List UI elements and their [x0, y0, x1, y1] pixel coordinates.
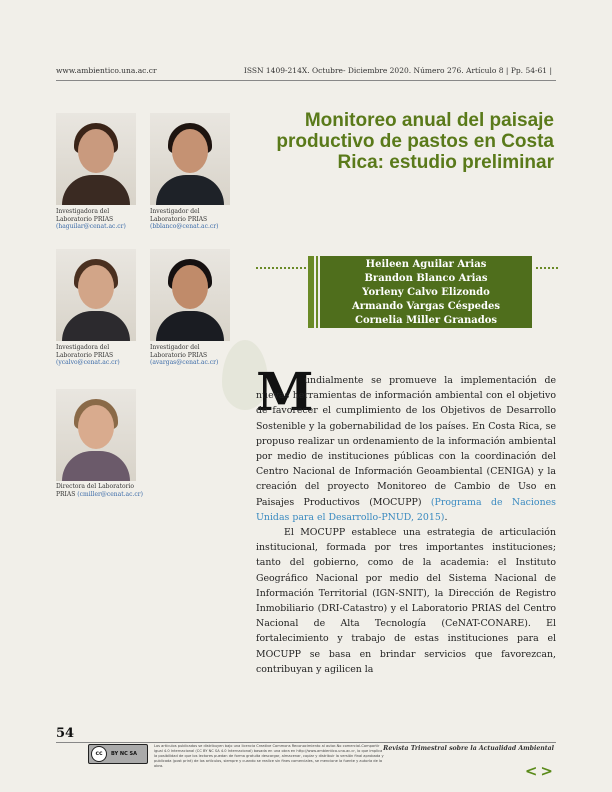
- journal-tagline: Revista Trimestral sobre la Actualidad Ambiental: [383, 745, 554, 752]
- authors-dotted-rule-right: [536, 267, 558, 269]
- footer-divider: [56, 742, 556, 743]
- authors-accent-bar-thin: [316, 256, 318, 328]
- caption-role: Directora del Laboratorio: [56, 483, 134, 490]
- prev-page-icon[interactable]: <: [524, 762, 541, 780]
- author-name: Armando Vargas Céspedes: [352, 301, 500, 312]
- caption-role: Investigador del: [150, 344, 200, 351]
- caption-email[interactable]: (avargas@cenat.ac.cr): [150, 359, 219, 366]
- page-number: 54: [56, 726, 75, 741]
- header-issue: ISSN 1409-214X. Octubre- Diciembre 2020. Número 276. Artículo 8 | Pp. 54-61 |: [243, 66, 552, 75]
- author-photo-blanco: [150, 113, 230, 205]
- caption-lab: PRIAS: [56, 490, 76, 498]
- caption-email[interactable]: (ycalvo@cenat.ac.cr): [56, 359, 120, 366]
- drop-cap: M: [256, 362, 314, 423]
- article-body: [256, 373, 556, 677]
- author-name: Brandon Blanco Arias: [364, 273, 488, 284]
- article-title: Monitoreo anual del paisaje productivo de pastos en Costa Rica: estudio preliminar: [276, 110, 554, 173]
- caption-lab: Laboratorio PRIAS: [56, 351, 114, 359]
- cc-icon: cc: [91, 746, 107, 762]
- author-name: Heileen Aguilar Arias: [365, 259, 487, 270]
- header-divider: [56, 80, 556, 81]
- caption-lab: Laboratorio PRIAS: [56, 215, 114, 223]
- author-name: Cornelia Miller Granados: [355, 315, 497, 326]
- author-name: Yorleny Calvo Elizondo: [362, 287, 490, 298]
- caption-lab: Laboratorio PRIAS: [150, 351, 208, 359]
- caption-role: Investigadora del: [56, 208, 110, 215]
- citation-link[interactable]: (Programa de Naciones Unidas para el Desarrollo-PNUD, 2015): [256, 496, 556, 523]
- authors-box: [320, 256, 532, 328]
- license-text: Los artículos publicados se distribuyen bajo una licencia Creative Commons Reconocimiento al autor-No comercial-Compartir igual 4.0 Internacional (CC BY NC SA 4.0 Internacional) basada en una obra en http://www.ambientico.una.ac.cr, lo que implica la posibilidad de que los lectores puedan de forma gratuita descargar, almacenar, copiar y distribuir la versión final aprobada y publicada (post print) de los artículos, siempre y cuando se realice sin fines comerciales, se mencione la fuente y autoría de la obra.: [154, 744, 384, 768]
- paragraph-1-text: undialmente se promueve la implementación de nuevas herramientas de información ambiental con el objetivo de favorecer el cumplimiento de los Objetivos de Desarrollo Sostenible y la gobernabilidad de los países. En Costa Rica, se propuso realizar un ordenamiento de la información ambiental por medio de instituciones públicas con la coordinación del Centro Nacional de Información Geoambiental (CENIGA) y la creación del proyecto Monitoreo de Cambio de Uso en Paisajes Productivos (MOCUPP): [256, 375, 556, 508]
- paragraph-1: [256, 373, 556, 525]
- photo-caption-2: [150, 208, 240, 231]
- license-terms-icons: BY NC SA: [111, 751, 137, 757]
- authors-dotted-rule-left: [256, 267, 306, 269]
- caption-email[interactable]: (cmiller@cenat.ac.cr): [77, 490, 143, 498]
- caption-lab-line: [56, 491, 166, 499]
- author-photo-vargas: [150, 249, 230, 341]
- caption-role: Investigadora del: [56, 344, 110, 351]
- photo-caption-3: [56, 344, 146, 367]
- photo-caption-5: [56, 483, 166, 498]
- page-navigation: [525, 762, 556, 780]
- author-photo-aguilar: [56, 113, 136, 205]
- paragraph-2: El MOCUPP establece una estrategia de articulación institucional, formada por tres importantes instituciones; tanto del gobierno, como de la academia: el Instituto Geográfico Nacional por medio del Sistema Nacional de Información Territorial (IGN-SNIT), la Dirección de Registro Inmobiliario (DRI-Catastro) y el Laboratorio PRIAS del Centro Nacional de Alta Tecnología (CeNAT-CONARE). El fortalecimiento y trabajo de estas instituciones para el MOCUPP se basa en brindar servicios que favorezcan, contribuyan y agilicen la: [256, 527, 556, 675]
- caption-email[interactable]: (bblanco@cenat.ac.cr): [150, 223, 219, 230]
- caption-email[interactable]: (haguilar@cenat.ac.cr): [56, 223, 126, 230]
- caption-lab: Laboratorio PRIAS: [150, 215, 208, 223]
- photo-caption-1: [56, 208, 146, 231]
- author-photo-miller: [56, 389, 136, 481]
- next-page-icon[interactable]: >: [540, 762, 556, 780]
- author-photo-calvo: [56, 249, 136, 341]
- authors-accent-bar: [308, 256, 314, 328]
- cc-license-badge[interactable]: [88, 744, 148, 764]
- header-website: www.ambientico.una.ac.cr: [56, 66, 157, 75]
- caption-role: Investigador del: [150, 208, 200, 215]
- paragraph-1-end: .: [444, 511, 448, 523]
